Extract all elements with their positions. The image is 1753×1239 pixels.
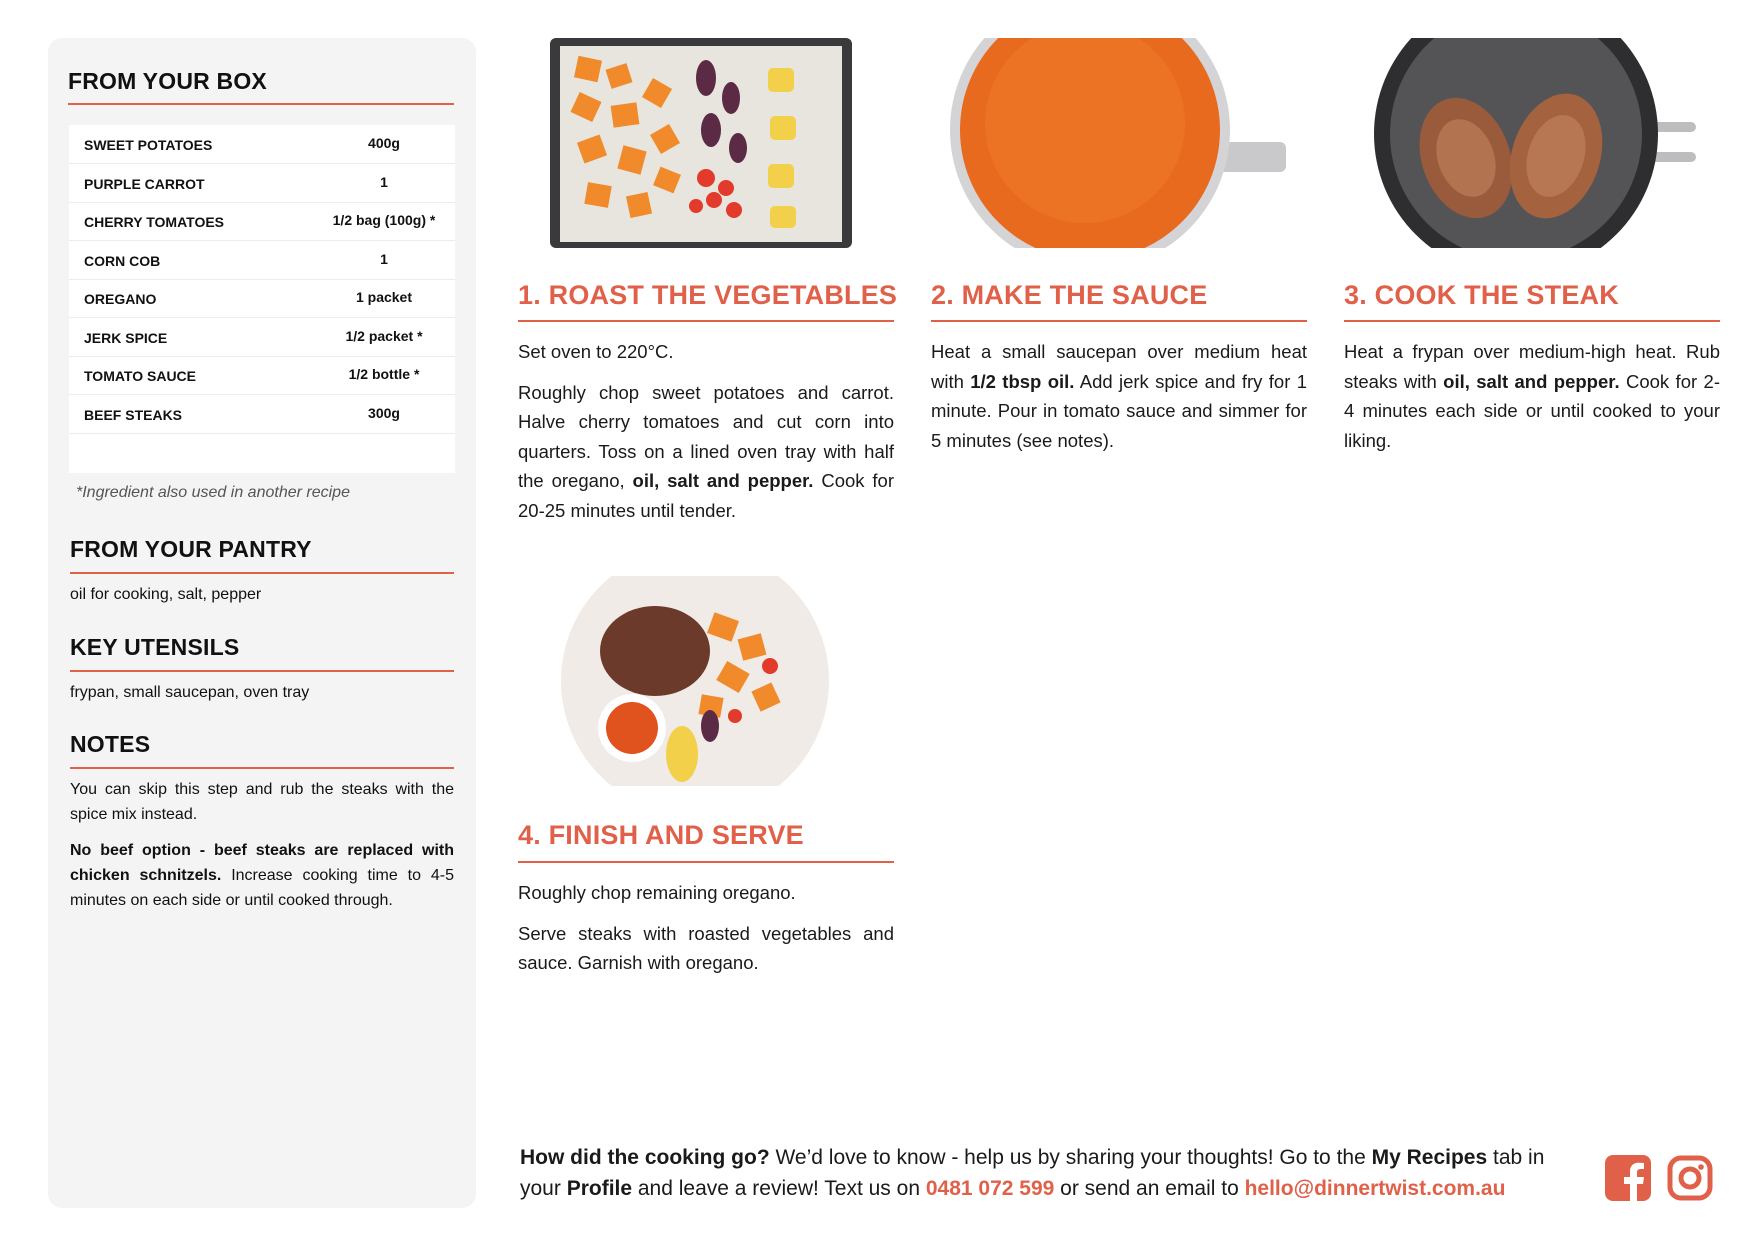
table-row (69, 279, 455, 318)
from-your-box-title: FROM YOUR BOX (68, 68, 267, 94)
divider (931, 320, 1307, 322)
step-2-p1b: 1/2 tbsp oil. (970, 370, 1075, 392)
footer-text: tab in your (520, 1146, 1545, 1200)
step-1-p2 (518, 378, 894, 526)
profile-label: Profile (566, 1177, 633, 1200)
ingredient-qty: 1/2 packet * (345, 327, 423, 344)
step-1-p2b: oil, salt and pepper. (632, 470, 814, 491)
table-row (69, 125, 455, 164)
footer-text: We’d love to know - help us by sharing your thoughts! Go to the (769, 1146, 1372, 1169)
step-1-text (518, 337, 894, 536)
ingredient-qty: 1 packet (355, 289, 413, 305)
step-1-p2c: Cook for 20-25 minutes until tender. (518, 470, 894, 521)
step-3-text (1344, 337, 1720, 466)
ingredient-qty: 1/2 bag (100g) * (332, 212, 436, 228)
step-3-p1b: oil, salt and pepper. (1443, 370, 1620, 392)
pantry-text: oil for cooking, salt, pepper (70, 586, 262, 603)
step-4-p2: Serve steaks with roasted vegetables and sauce. Garnish with oregano. (518, 922, 894, 973)
table-row (69, 395, 455, 434)
ingredient-name: CORN COB (84, 252, 161, 269)
divider (70, 572, 454, 574)
step-2-p1a: Heat a small saucepan over medium heat with (931, 341, 1307, 392)
ingredient-name: TOMATO SAUCE (84, 368, 197, 384)
step-1-p1: Set oven to 220°C. (518, 341, 674, 362)
key-utensils-title: KEY UTENSILS (70, 634, 240, 660)
notes-rest: Increase cooking time to 4-5 minutes on each side or until cooked through. (70, 867, 454, 909)
step-3-p1c: Cook for 2-4 minutes each side or until cooked to your liking. (1344, 370, 1720, 451)
ingredient-qty: 1/2 bottle * (348, 366, 420, 382)
step-4-title: 4. FINISH AND SERVE (518, 820, 804, 850)
step-3-p1 (1344, 337, 1720, 455)
utensils-text: frypan, small saucepan, oven tray (70, 684, 310, 701)
table-row (69, 241, 455, 280)
email-link[interactable]: hello@dinnertwist.com.au (1244, 1177, 1506, 1200)
step-2-title: 2. MAKE THE SAUCE (931, 280, 1208, 310)
step-3-title: 3. COOK THE STEAK (1344, 280, 1619, 310)
instagram-icon[interactable] (1666, 1154, 1714, 1202)
footer-question: How did the cooking go? (520, 1146, 770, 1169)
step-4-p1: Roughly chop remaining oregano. (518, 882, 796, 903)
ingredient-name: JERK SPICE (84, 329, 168, 346)
divider (70, 670, 454, 672)
divider (518, 320, 894, 322)
footer-text: and leave a review! Text us on (632, 1177, 926, 1200)
roast-vegetables-photo (546, 38, 856, 248)
step-2-p1 (931, 337, 1307, 455)
divider (68, 103, 454, 105)
frypan-illustration (1366, 38, 1696, 248)
my-recipes-label: My Recipes (1371, 1146, 1488, 1169)
ingredient-qty: 1 (380, 250, 388, 267)
ingredients-panel (48, 38, 476, 1208)
step-1-title: 1. ROAST THE VEGETABLES (518, 280, 898, 310)
from-your-pantry-title: FROM YOUR PANTRY (70, 536, 312, 562)
table-row (69, 202, 455, 241)
roast-tray-illustration (546, 38, 856, 248)
sauce-photo (950, 38, 1290, 248)
plate-illustration (560, 576, 830, 786)
ingredient-name: BEEF STEAKS (84, 406, 183, 423)
table-row (69, 318, 455, 357)
ingredient-footnote: *Ingredient also used in another recipe (76, 484, 350, 501)
steak-photo (1366, 38, 1696, 248)
step-4-text (518, 878, 894, 989)
plated-dish-photo (560, 576, 830, 786)
table-row (69, 164, 455, 203)
ingredient-name: CHERRY TOMATOES (84, 214, 225, 230)
divider (70, 767, 454, 769)
phone-link[interactable]: 0481 072 599 (925, 1177, 1055, 1200)
step-2-text (931, 337, 1307, 466)
notes-title: NOTES (70, 731, 151, 757)
step-2-p1c: Add jerk spice and fry for 1 minute. Pour in tomato sauce and simmer for 5 minutes (see notes). (931, 370, 1307, 451)
notes-text-1: You can skip this step and rub the steaks with the spice mix instead. (70, 781, 454, 823)
ingredient-name: OREGANO (84, 291, 157, 307)
facebook-icon[interactable] (1604, 1154, 1652, 1202)
divider (518, 861, 894, 863)
feedback-footer (520, 1142, 1580, 1204)
ingredient-name: PURPLE CARROT (84, 175, 205, 192)
table-row (69, 356, 455, 395)
notes-bold: No beef option - beef steaks are replaced with chicken schnitzels. (70, 842, 454, 884)
footer-text: or send an email to (1054, 1177, 1245, 1200)
saucepan-illustration (950, 38, 1290, 248)
ingredient-qty: 1 (380, 173, 388, 190)
step-3-p1a: Heat a frypan over medium-high heat. Rub steaks with (1344, 341, 1720, 392)
step-1-p2a: Roughly chop sweet potatoes and carrot. Halve cherry tomatoes and cut corn into quarters. Toss on a lined oven tray with half the oregano, (518, 381, 894, 491)
ingredient-qty: 300g (368, 404, 400, 421)
notes-text-2 (70, 838, 454, 913)
ingredients-table (69, 125, 455, 473)
ingredient-name: SWEET POTATOES (84, 137, 213, 153)
ingredient-qty: 400g (368, 135, 400, 151)
divider (1344, 320, 1720, 322)
